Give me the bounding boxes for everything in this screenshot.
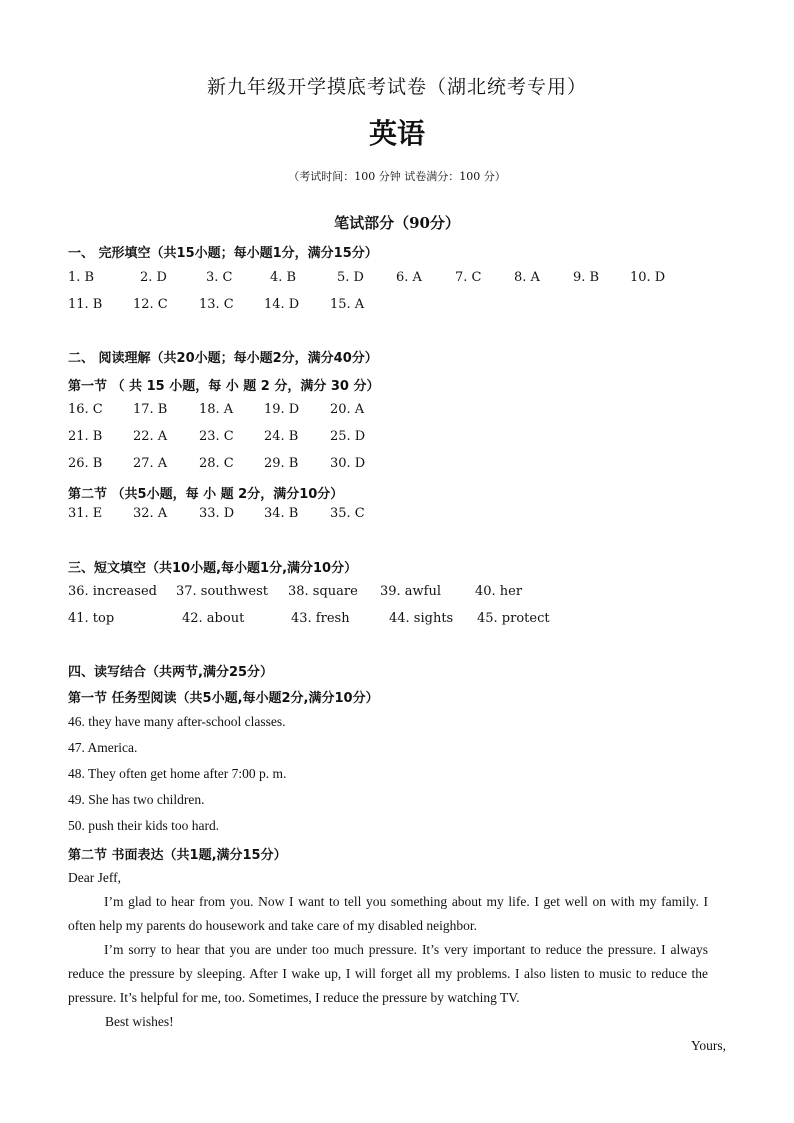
answer-item: 1. B [68,270,95,285]
letter-signoff: Yours, [690,1038,726,1053]
answer-item: 5. D [337,270,364,285]
answer-item: 16. C [68,402,103,417]
answer-item: 46. they have many after-school classes. [68,714,286,729]
answer-item: 36. increased [68,584,157,599]
letter-greeting: Dear Jeff, [68,870,121,885]
section4-heading: 四、读写结合（共两节,满分25分） [68,665,274,680]
answer-item: 25. D [330,429,366,444]
answer-item: 34. B [264,506,299,521]
section4-part2-heading: 第二节 书面表达（共1题,满分15分） [68,848,287,863]
answer-item: 50. push their kids too hard. [68,818,220,833]
answer-item: 26. B [68,456,103,471]
exam-info: （考试时间：100 分钟 试卷满分：100 分） [288,170,506,183]
answer-item: 14. D [264,297,300,312]
answer-item: 8. A [514,270,540,285]
answer-item: 42. about [182,611,245,626]
answer-item: 12. C [133,297,168,312]
answer-item: 31. E [68,506,103,521]
answer-item: 24. B [264,429,299,444]
section3-heading: 三、短文填空（共10小题,每小题1分,满分10分） [68,561,358,576]
answer-item: 43. fresh [291,611,350,626]
answer-item: 44. sights [389,611,454,626]
answer-item: 38. square [288,584,358,599]
answer-item: 39. awful [380,584,442,599]
answer-item: 19. D [264,402,300,417]
answer-item: 2. D [140,270,167,285]
answer-item: 45. protect [477,611,550,626]
section1-heading: 一、 完形填空（共15小题；每小题1分，满分15分） [68,246,378,261]
part-title: 笔试部分（90分） [334,214,460,232]
section2-part2-heading: 第二节 （共5小题，每 小 题 2分，满分10分） [68,487,344,502]
answer-item: 29. B [264,456,299,471]
letter-closing: Best wishes! [105,1014,174,1029]
answer-item: 17. B [133,402,168,417]
answer-item: 3. C [206,270,233,285]
answer-item: 35. C [330,506,365,521]
section2-heading: 二、 阅读理解（共20小题；每小题2分，满分40分） [68,351,378,366]
document-title: 新九年级开学摸底考试卷（湖北统考专用） [206,76,587,98]
answer-item: 48. They often get home after 7:00 p. m. [68,766,287,781]
answer-item: 11. B [68,297,103,312]
answer-item: 21. B [68,429,103,444]
answer-item: 40. her [475,584,523,599]
letter-paragraph-1: I’m glad to hear from you. Now I want to tell you something about my life. I get well on with my family. I often help my parents do housework and take care of my disabled neighbor. [68,894,708,933]
answer-item: 28. C [199,456,234,471]
answer-item: 7. C [455,270,482,285]
answer-item: 41. top [68,611,115,626]
answer-item: 33. D [199,506,235,521]
answer-item: 47. America. [68,740,138,755]
answer-item: 49. She has two children. [68,792,205,807]
answer-item: 32. A [133,506,168,521]
answer-item: 37. southwest [176,584,268,599]
subject-heading: 英语 [368,117,425,150]
answer-item: 4. B [270,270,297,285]
section4-part1-heading: 第一节 任务型阅读（共5小题,每小题2分,满分10分） [68,691,379,706]
letter-paragraph-2: I’m sorry to hear that you are under too much pressure. It’s very important to reduce the pressure. I always reduce the pressure by sleeping. After I wake up, I will forget all my problems. I also listen to music to reduce the pressure. It’s helpful for me, too. Sometimes, I reduce the pressure by watching TV. [68,942,708,1005]
answer-item: 10. D [630,270,666,285]
section2-part1-heading: 第一节 （ 共 15 小题，每 小 题 2 分，满分 30 分） [68,379,380,394]
answer-item: 30. D [330,456,366,471]
answer-item: 9. B [573,270,600,285]
answer-item: 22. A [133,429,168,444]
answer-item: 23. C [199,429,234,444]
answer-item: 15. A [330,297,365,312]
answer-item: 20. A [330,402,365,417]
answer-item: 6. A [396,270,422,285]
answer-item: 13. C [199,297,234,312]
answer-item: 18. A [199,402,234,417]
answer-item: 27. A [133,456,168,471]
